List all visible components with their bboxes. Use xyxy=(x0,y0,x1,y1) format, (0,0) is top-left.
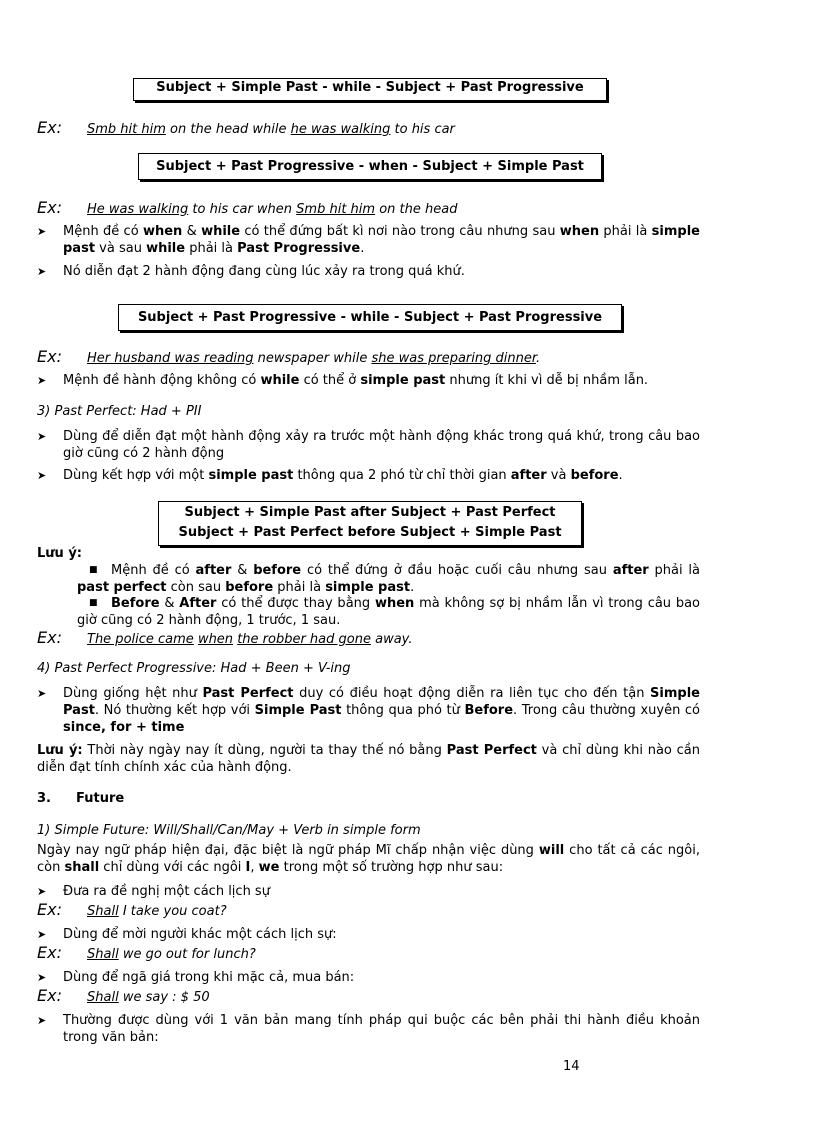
arrow-bullet-icon: ➤ xyxy=(37,971,47,984)
arrow-bullet-icon: ➤ xyxy=(37,225,47,238)
formula-box-while-2 xyxy=(118,304,622,331)
example-label: Ex: xyxy=(37,986,62,1005)
example-label: Ex: xyxy=(37,347,62,366)
formula-box-when xyxy=(138,153,602,180)
arrow-bullet-icon: ➤ xyxy=(37,928,47,941)
formula-text: Subject + Past Progressive - when - Subject + Simple Past xyxy=(156,159,584,174)
page-number: 14 xyxy=(563,1059,580,1074)
heading-past-perfect: 3) Past Perfect: Had + PII xyxy=(37,404,202,419)
square-bullet-icon: ■ xyxy=(89,565,98,575)
bullet-after-before: ➤ Dùng kết hợp với một simple past thông qua 2 phó từ chỉ thời gian after và before. xyxy=(37,468,623,483)
bullet-simultaneous: ➤ Nó diễn đạt 2 hành động đang cùng lúc xảy ra trong quá khứ. xyxy=(37,264,465,279)
example-label: Ex: xyxy=(37,118,62,137)
example-7: Ex: Shall we say : $ 50 xyxy=(37,986,210,1005)
square-bullet-when-replace: ■ Before & After có thể được thay bằng when mà không sợ bị nhầm lẫn vì trong câu bao giờ cũng có 2 hành động, 1 trước, 1 sau. xyxy=(77,596,701,628)
bullet-bargain: ➤ Dùng để ngã giá trong khi mặc cả, mua bán: xyxy=(37,970,355,985)
example-label: Ex: xyxy=(37,900,62,919)
section-heading-future: 3. Future xyxy=(37,791,125,806)
bullet-past-perfect-progressive: ➤ Dùng giống hệt như Past Perfect duy có điều hoạt động diễn ra liên tục cho đến tận Simple Past. Nó thường kết hợp với Simple Past thông qua phó từ Before. Trong câu thường xuyên có since, for + time xyxy=(37,686,701,735)
arrow-bullet-icon: ➤ xyxy=(37,1014,47,1027)
example-3: Ex: Her husband was reading newspaper while she was preparing dinner. xyxy=(37,347,541,366)
formula-box-past-perfect xyxy=(158,501,582,546)
example-1: Ex: Smb hit him on the head while he was walking to his car xyxy=(37,118,455,137)
arrow-bullet-icon: ➤ xyxy=(37,374,47,387)
bullet-past-perfect-use: ➤ Dùng để diễn đạt một hành động xảy ra trước một hành động khác trong quá khứ, trong câu bao giờ cũng có 2 hành động xyxy=(37,429,700,461)
formula-box-while-1 xyxy=(133,78,607,101)
example-5: Ex: Shall I take you coat? xyxy=(37,900,227,919)
formula-text: Subject + Past Progressive - while - Subject + Past Progressive xyxy=(137,310,603,325)
formula-text: Subject + Simple Past - while - Subject + Past Progressive xyxy=(156,80,584,95)
example-label: Ex: xyxy=(37,628,62,647)
arrow-bullet-icon: ➤ xyxy=(37,687,47,700)
example-label: Ex: xyxy=(37,198,62,217)
example-label: Ex: xyxy=(37,943,62,962)
arrow-bullet-icon: ➤ xyxy=(37,265,47,278)
arrow-bullet-icon: ➤ xyxy=(37,469,47,482)
note-label: Lưu ý: xyxy=(37,546,82,561)
bullet-polite-offer: ➤ Đưa ra đề nghị một cách lịch sự xyxy=(37,884,270,899)
formula-text: Subject + Simple Past after Subject + Past Perfect xyxy=(184,505,556,520)
bullet-legal-document: ➤ Thường được dùng với 1 văn bản mang tính pháp qui buộc các bên phải thi hành điều khoản trong văn bản: xyxy=(37,1013,700,1045)
square-bullet-after-before: ■ Mệnh đề có after & before có thể đứng ở đầu hoặc cuối câu nhưng sau after phải là past perfect còn sau before phải là simple past. xyxy=(77,563,700,595)
square-bullet-icon: ■ xyxy=(89,598,98,608)
bullet-no-while: ➤ Mệnh đề hành động không có while có thể ở simple past nhưng ít khi vì dễ bị nhầm lẫn. xyxy=(37,373,649,388)
example-4: Ex: The police came when the robber had gone away. xyxy=(37,628,413,647)
bullet-when-while: ➤ Mệnh đề có when & while có thể đứng bất kì nơi nào trong câu nhưng sau when phải là simple past và sau while phải là Past Progressive. xyxy=(37,224,700,256)
example-6: Ex: Shall we go out for lunch? xyxy=(37,943,256,962)
arrow-bullet-icon: ➤ xyxy=(37,430,47,443)
formula-text: Subject + Past Perfect before Subject + Simple Past xyxy=(178,525,562,540)
arrow-bullet-icon: ➤ xyxy=(37,885,47,898)
future-intro-paragraph: Ngày nay ngữ pháp hiện đại, đặc biệt là ngữ pháp Mĩ chấp nhận việc dùng will cho tất cả các ngôi, còn shall chỉ dùng với các ngôi I, we trong một số trường hợp như sau: xyxy=(37,843,700,875)
note-paragraph: Lưu ý: Thời này ngày nay ít dùng, người ta thay thế nó bằng Past Perfect và chỉ dùng khi nào cần diễn đạt tính chính xác của hành động. xyxy=(37,743,701,775)
heading-simple-future: 1) Simple Future: Will/Shall/Can/May + Verb in simple form xyxy=(37,823,421,838)
bullet-polite-invite: ➤ Dùng để mời người khác một cách lịch sự: xyxy=(37,927,337,942)
example-2: Ex: He was walking to his car when Smb hit him on the head xyxy=(37,198,458,217)
heading-past-perfect-progressive: 4) Past Perfect Progressive: Had + Been + V-ing xyxy=(37,661,351,676)
